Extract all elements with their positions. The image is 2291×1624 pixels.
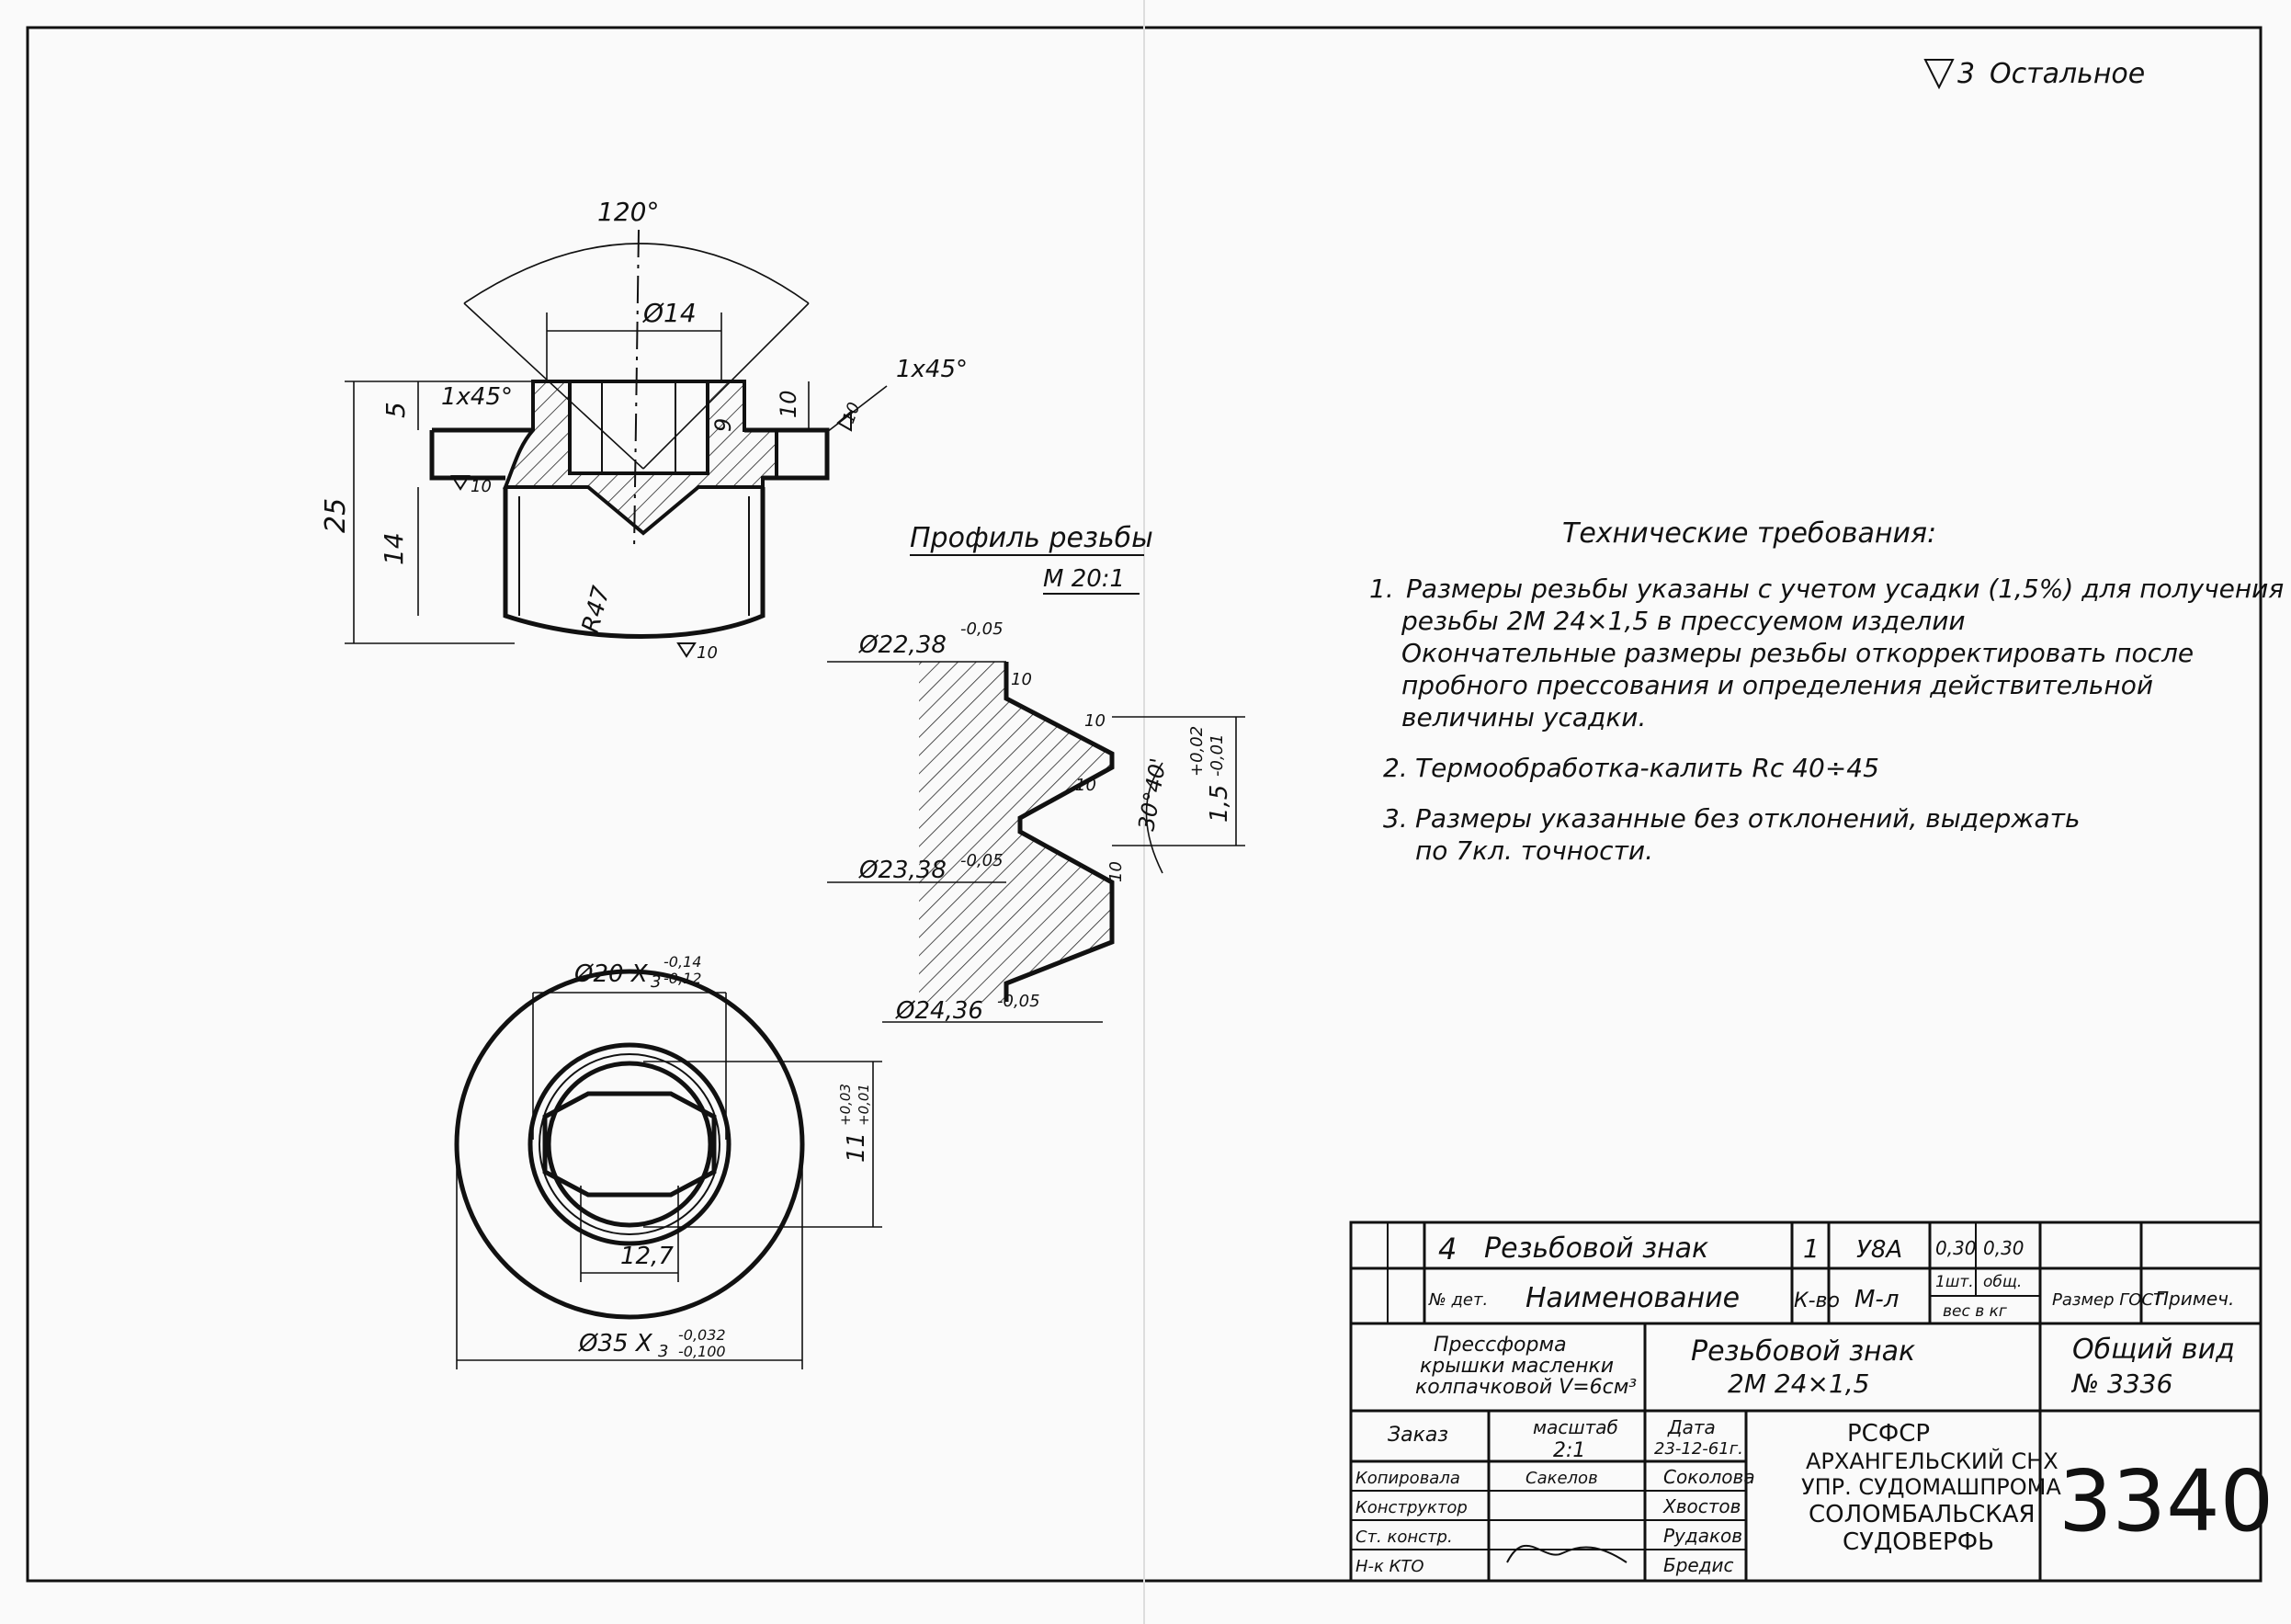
svg-text:Соколова: Соколова [1663, 1466, 1755, 1488]
svg-text:2.: 2. [1383, 753, 1408, 783]
svg-text:10: 10 [838, 400, 865, 426]
svg-text:колпачковой V=6см³: колпачковой V=6см³ [1415, 1376, 1638, 1399]
svg-text:по 7кл. точности.: по 7кл. точности. [1415, 835, 1653, 866]
svg-text:1,5: 1,5 [1206, 784, 1233, 823]
svg-text:Ø14: Ø14 [643, 298, 697, 328]
svg-text:Размеры резьбы указаны с учето: Размеры резьбы указаны с учетом усадки (1,5%) для получения [1406, 574, 2285, 604]
requirements-title: Технические требования: [1562, 517, 1937, 550]
svg-text:10: 10 [471, 477, 492, 496]
svg-text:1.: 1. [1369, 574, 1394, 604]
profile-hatch [919, 662, 1112, 1002]
svg-text:Заказ: Заказ [1388, 1424, 1449, 1447]
svg-text:Остальное: Остальное [1990, 58, 2146, 90]
svg-text:Конструктор: Конструктор [1355, 1498, 1468, 1517]
svg-text:1x45°: 1x45° [896, 356, 969, 383]
svg-text:1: 1 [1803, 1233, 1820, 1264]
svg-text:10: 10 [1106, 861, 1126, 882]
svg-text:Примеч.: Примеч. [2155, 1288, 2235, 1310]
svg-text:25: 25 [320, 497, 352, 533]
svg-text:2М 24×1,5: 2М 24×1,5 [1728, 1368, 1870, 1399]
svg-text:-0,01: -0,01 [1208, 733, 1227, 777]
svg-text:14: 14 [379, 532, 409, 565]
svg-text:10: 10 [1011, 670, 1032, 689]
svg-text:120°: 120° [597, 197, 660, 227]
svg-text:СОЛОМБАЛЬСКАЯ: СОЛОМБАЛЬСКАЯ [1809, 1501, 2036, 1528]
svg-text:10: 10 [697, 643, 718, 663]
svg-text:У8А: У8А [1856, 1236, 1903, 1264]
svg-text:Рудаков: Рудаков [1663, 1525, 1743, 1547]
svg-text:-0,12: -0,12 [663, 970, 702, 987]
svg-text:Размер ГОСТ: Размер ГОСТ [2052, 1290, 2164, 1310]
svg-text:№ дет.: № дет. [1429, 1290, 1489, 1310]
svg-text:УПР. СУДОМАШПРОМА: УПР. СУДОМАШПРОМА [1801, 1474, 2061, 1500]
svg-text:АРХАНГЕЛЬСКИЙ СНХ: АРХАНГЕЛЬСКИЙ СНХ [1806, 1448, 2058, 1474]
svg-text:9: 9 [710, 417, 736, 432]
svg-text:3: 3 [658, 1342, 669, 1361]
svg-text:масштаб: масштаб [1533, 1416, 1618, 1438]
svg-text:Ø23,38: Ø23,38 [859, 857, 947, 884]
svg-text:-0,05: -0,05 [960, 851, 1004, 870]
svg-text:11: 11 [843, 1131, 870, 1163]
plan-view [457, 953, 882, 1369]
svg-text:+0,03: +0,03 [837, 1084, 854, 1126]
svg-text:Ø20 X: Ø20 X [574, 960, 648, 988]
svg-text:Окончательные размеры резьбы о: Окончательные размеры резьбы откорректировать после [1401, 638, 2195, 668]
svg-text:12,7: 12,7 [620, 1243, 674, 1270]
profile-title: Профиль резьбы [910, 522, 1153, 554]
svg-text:Дата: Дата [1668, 1416, 1716, 1438]
svg-text:Сакелов: Сакелов [1525, 1469, 1598, 1488]
svg-text:-0,05: -0,05 [997, 992, 1040, 1011]
svg-text:Прессформа: Прессформа [1434, 1334, 1567, 1357]
svg-text:1x45°: 1x45° [441, 383, 514, 411]
section-view [320, 197, 968, 663]
svg-text:3: 3 [651, 972, 662, 992]
drawing-number: 3340 [2058, 1452, 2274, 1550]
svg-text:3: 3 [1957, 58, 1976, 90]
hex-outline [545, 1094, 714, 1195]
svg-text:0,30: 0,30 [1935, 1237, 1977, 1259]
svg-text:+0,01: +0,01 [856, 1084, 872, 1126]
svg-text:5: 5 [380, 402, 411, 418]
svg-text:Общий вид: Общий вид [2072, 1334, 2235, 1366]
svg-text:10: 10 [1084, 711, 1106, 731]
svg-text:Резьбовой знак: Резьбовой знак [1484, 1232, 1709, 1265]
svg-text:Термообработка-калить Rc 40÷: Термообработка-калить Rc 40÷45 [1415, 753, 1879, 783]
svg-text:1шт.: 1шт. [1935, 1273, 1974, 1291]
svg-text:№ 3336: № 3336 [2072, 1368, 2173, 1399]
svg-text:Резьбовой знак: Резьбовой знак [1691, 1335, 1916, 1368]
svg-text:Ø22,38: Ø22,38 [859, 631, 947, 659]
svg-text:Размеры указанные без отклоне: Размеры указанные без отклонений, выдержать [1415, 803, 2081, 834]
svg-text:Н-к КТО: Н-к КТО [1355, 1557, 1424, 1576]
svg-text:23-12-61г.: 23-12-61г. [1654, 1439, 1743, 1459]
svg-text:10: 10 [776, 390, 801, 418]
svg-text:вес в кг: вес в кг [1943, 1302, 2007, 1321]
hex-socket [570, 381, 708, 473]
title-block [1351, 1222, 2274, 1581]
signature-scribble [1507, 1546, 1627, 1562]
svg-text:Наименование: Наименование [1525, 1282, 1741, 1314]
svg-text:30°40': 30°40' [1133, 755, 1172, 834]
svg-text:-0,032: -0,032 [678, 1326, 726, 1344]
svg-text:+0,02: +0,02 [1187, 725, 1207, 777]
svg-text:Ø24,36: Ø24,36 [896, 997, 983, 1025]
svg-text:10: 10 [1075, 776, 1096, 795]
svg-text:пробного прессования и определ: пробного прессования и определения действительной [1401, 670, 2154, 700]
svg-text:М-л: М-л [1854, 1286, 1900, 1313]
svg-text:Ø35 X: Ø35 X [579, 1330, 652, 1357]
svg-text:К-во: К-во [1794, 1289, 1840, 1312]
svg-text:-0,14: -0,14 [663, 953, 702, 971]
svg-text:величины усадки.: величины усадки. [1401, 702, 1647, 733]
svg-text:резьбы 2М 24×1,5 в прессуемом: резьбы 2М 24×1,5 в прессуемом изделии [1401, 606, 1966, 636]
profile-scale: М 20:1 [1043, 565, 1126, 593]
svg-text:Бредис: Бредис [1663, 1554, 1734, 1576]
roughness-note [1925, 58, 2145, 90]
svg-text:крышки масленки: крышки масленки [1420, 1355, 1615, 1378]
svg-text:-0,05: -0,05 [960, 619, 1004, 639]
svg-text:2:1: 2:1 [1553, 1439, 1586, 1462]
technical-requirements [1369, 517, 2284, 866]
svg-text:Ст. констр.: Ст. констр. [1355, 1527, 1453, 1547]
svg-text:0,30: 0,30 [1983, 1237, 2024, 1259]
thread-profile [827, 522, 1245, 1025]
svg-text:Копировала: Копировала [1355, 1469, 1460, 1488]
svg-text:общ.: общ. [1983, 1273, 2023, 1291]
svg-text:РСФСР: РСФСР [1847, 1420, 1931, 1448]
svg-text:4: 4 [1438, 1232, 1457, 1266]
svg-text:R47: R47 [576, 583, 617, 636]
svg-text:Хвостов: Хвостов [1663, 1495, 1741, 1517]
svg-text:СУДОВЕРФЬ: СУДОВЕРФЬ [1843, 1528, 1994, 1556]
svg-text:3.: 3. [1383, 803, 1408, 834]
svg-text:-0,100: -0,100 [678, 1343, 726, 1360]
